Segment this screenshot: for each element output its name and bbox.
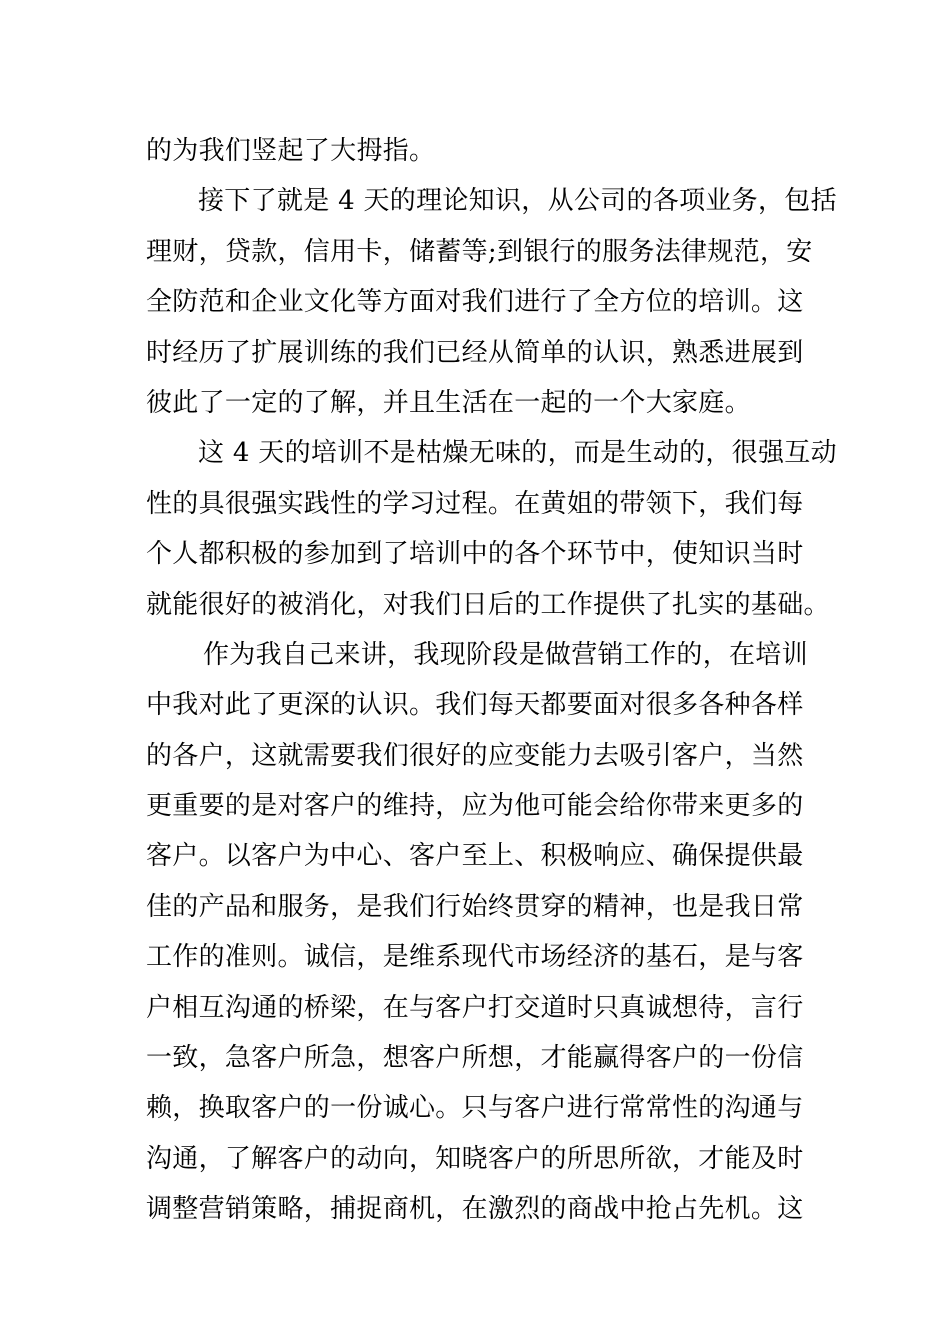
text-line: 赖，换取客户的一份诚心。只与客户进行常常性的沟通与	[146, 1093, 804, 1124]
paragraph-start-line: 接下了就是 4 天的理论知识，从公司的各项业务，包括	[198, 186, 837, 217]
paragraph-start-line: 这 4 天的培训不是枯燥无味的，而是生动的，很强互动	[198, 438, 837, 469]
text-line: 一致，急客户所急，想客户所想，才能赢得客户的一份信	[146, 1043, 804, 1074]
text-line: 佳的产品和服务，是我们行始终贯穿的精神，也是我日常	[146, 891, 804, 922]
text-line: 工作的准则。诚信，是维系现代市场经济的基石，是与客	[146, 942, 804, 973]
text-line: 时经历了扩展训练的我们已经从简单的认识，熟悉进展到	[146, 337, 804, 368]
text-line: 的各户，这就需要我们很好的应变能力去吸引客户，当然	[146, 740, 804, 771]
text-line: 更重要的是对客户的维持，应为他可能会给你带来更多的	[146, 791, 804, 822]
paragraph-start-line: 作为我自己来讲，我现阶段是做营销工作的，在培训	[203, 639, 808, 670]
text-line: 沟通，了解客户的动向，知晓客户的所思所欲，才能及时	[146, 1143, 804, 1174]
text-line: 调整营销策略，捕捉商机，在激烈的商战中抢占先机。这	[146, 1194, 804, 1225]
text-line: 户相互沟通的桥梁，在与客户打交道时只真诚想待，言行	[146, 992, 804, 1023]
text-line: 彼此了一定的了解，并且生活在一起的一个大家庭。	[146, 387, 751, 418]
text-line: 客户。以客户为中心、客户至上、积极响应、确保提供最	[146, 841, 804, 872]
text-line: 性的具很强实践性的学习过程。在黄姐的带领下，我们每	[146, 488, 804, 519]
text-line: 理财，贷款，信用卡，储蓄等;到银行的服务法律规范，安	[146, 236, 813, 267]
text-line: 全防范和企业文化等方面对我们进行了全方位的培训。这	[146, 287, 804, 318]
text-line: 就能很好的被消化，对我们日后的工作提供了扎实的基础。	[146, 589, 830, 620]
text-line: 中我对此了更深的认识。我们每天都要面对很多各种各样	[146, 690, 804, 721]
body-text	[146, 126, 837, 1235]
text-line: 个人都积极的参加到了培训中的各个环节中，使知识当时	[146, 539, 804, 570]
text-line: 的为我们竖起了大拇指。	[146, 136, 436, 166]
